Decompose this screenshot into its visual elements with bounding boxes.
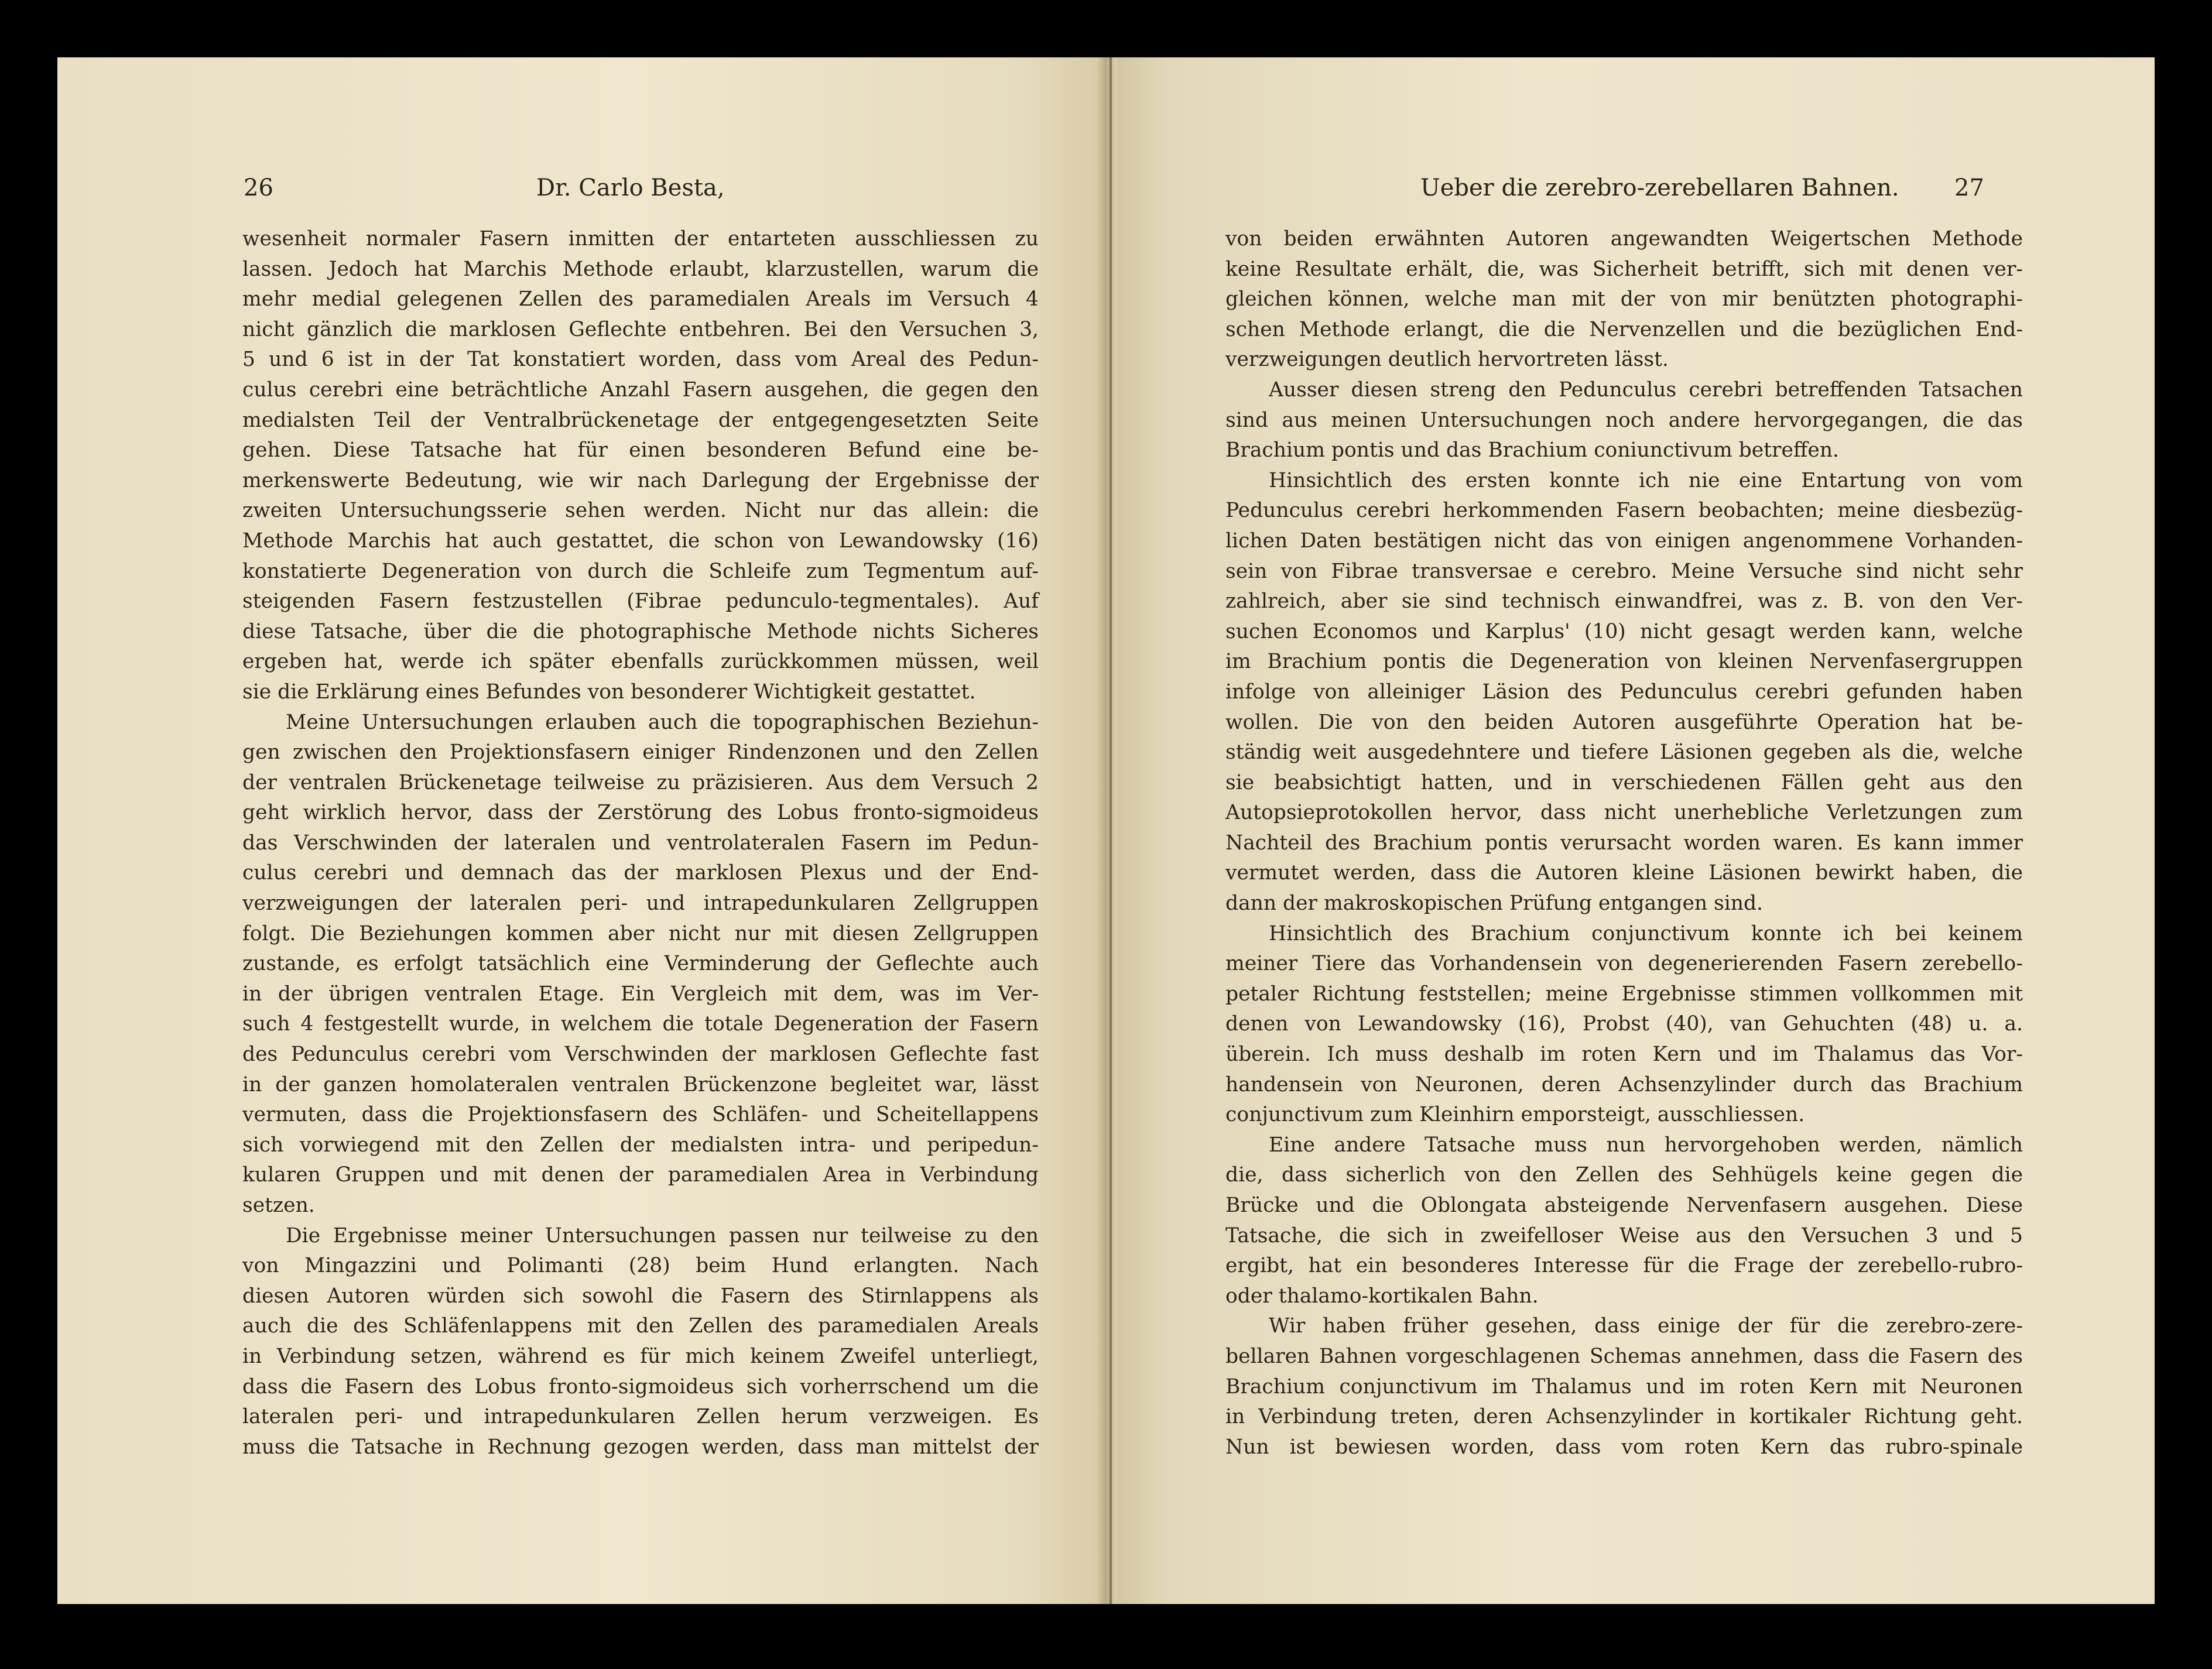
- text-line: verzweigungen deutlich hervortreten lässt.: [1225, 348, 1669, 372]
- text-line: wollen. Die von den beiden Autoren ausgeführte Operation hat be-: [1225, 710, 2023, 734]
- text-line: in Verbindung setzen, während es für mich keinem Zweifel unterliegt,: [242, 1344, 1039, 1368]
- text-line: Nachteil des Brachium pontis verursacht worden waren. Es kann immer: [1225, 831, 2023, 855]
- text-line: handensein von Neuronen, deren Achsenzylinder durch das Brachium: [1225, 1072, 2023, 1096]
- text-line: lichen Daten bestätigen nicht das von einigen angenommene Vorhanden-: [1225, 529, 2023, 553]
- text-line: wesenheit normaler Fasern inmitten der entarteten ausschliessen zu: [242, 227, 1039, 251]
- text-line: Pedunculus cerebri herkommenden Fasern beobachten; meine diesbezüg-: [1225, 499, 2023, 523]
- text-line: sie die Erklärung eines Befundes von besonderer Wichtigkeit gestattet.: [242, 680, 976, 704]
- text-line: Brücke und die Oblongata absteigende Nervenfasern ausgehen. Diese: [1225, 1194, 2023, 1217]
- text-line: folgt. Die Beziehungen kommen aber nicht nur mit diesen Zellgruppen: [242, 921, 1039, 945]
- text-line: Methode Marchis hat auch gestattet, die schon von Lewandowsky (16): [242, 529, 1039, 553]
- text-line: in der ganzen homolateralen ventralen Brückenzone begleitet war, lässt: [242, 1072, 1039, 1096]
- text-line: zustande, es erfolgt tatsächlich eine Verminderung der Geflechte auch: [242, 952, 1039, 976]
- text-line: ständig weit ausgedehntere und tiefere Läsionen gegeben als die, welche: [1225, 741, 2023, 765]
- text-line: zahlreich, aber sie sind technisch einwandfrei, was z. B. von den Ver-: [1225, 590, 2023, 614]
- text-line: keine Resultate erhält, die, was Sicherheit betrifft, sich mit denen ver-: [1225, 257, 2023, 281]
- text-line: ergeben hat, werde ich später ebenfalls zurückkommen müssen, weil: [242, 650, 1039, 674]
- text-line: Brachium conjunctivum im Thalamus und im roten Kern mit Neuronen: [1225, 1375, 2023, 1399]
- text-line: ergibt, hat ein besonderes Interesse für die Frage der zerebello-rubro-: [1225, 1254, 2023, 1278]
- text-line: sein von Fibrae transversae e cerebro. Meine Versuche sind nicht sehr: [1225, 559, 2023, 583]
- right-running-head: Ueber die zerebro-zerebellaren Bahnen.: [1420, 174, 1899, 201]
- text-line: gen zwischen den Projektionsfasern einiger Rindenzonen und den Zellen: [242, 741, 1039, 765]
- text-line: bellaren Bahnen vorgeschlagenen Schemas annehmen, dass die Fasern des: [1225, 1344, 2023, 1368]
- text-line: schen Methode erlangt, die die Nervenzellen und die bezüglichen End-: [1225, 317, 2023, 341]
- text-line: conjunctivum zum Kleinhirn emporsteigt, ausschliessen.: [1225, 1103, 1805, 1127]
- text-line: diese Tatsache, über die die photographische Methode nichts Sicheres: [242, 619, 1039, 643]
- text-line: culus cerebri und demnach das der marklosen Plexus und der End-: [242, 861, 1039, 885]
- text-line: in der übrigen ventralen Etage. Ein Vergleich mit dem, was im Ver-: [242, 982, 1039, 1006]
- text-line: von beiden erwähnten Autoren angewandten Weigertschen Methode: [1225, 227, 2023, 251]
- text-line: medialsten Teil der Ventralbrückenetage der entgegengesetzten Seite: [242, 408, 1039, 432]
- text-line: in Verbindung treten, deren Achsenzylinder in kortikaler Richtung geht.: [1225, 1405, 2023, 1429]
- text-line: Meine Untersuchungen erlauben auch die topographischen Beziehun-: [286, 710, 1039, 734]
- text-line: culus cerebri eine beträchtliche Anzahl Fasern ausgehen, die gegen den: [242, 378, 1039, 402]
- text-line: oder thalamo-kortikalen Bahn.: [1225, 1284, 1539, 1308]
- text-line: suchen Economos und Karplus' (10) nicht gesagt werden kann, welche: [1225, 619, 2023, 643]
- text-line: auch die des Schläfenlappens mit den Zellen des paramedialen Areals: [242, 1314, 1039, 1338]
- text-line: überein. Ich muss deshalb im roten Kern und im Thalamus das Vor-: [1225, 1043, 2023, 1067]
- text-line: zweiten Untersuchungsserie sehen werden. Nicht nur das allein: die: [242, 499, 1039, 523]
- left-body-text: [242, 224, 1039, 1462]
- text-line: geht wirklich hervor, dass der Zerstörung des Lobus fronto-sigmoideus: [242, 801, 1039, 825]
- text-line: verzweigungen der lateralen peri- und intrapedunkularen Zellgruppen: [242, 892, 1039, 916]
- text-line: mehr medial gelegenen Zellen des paramedialen Areals im Versuch 4: [242, 287, 1039, 311]
- text-line: gehen. Diese Tatsache hat für einen besonderen Befund eine be-: [242, 438, 1039, 462]
- book-gutter: [1097, 57, 1117, 1604]
- text-line: diesen Autoren würden sich sowohl die Fasern des Stirnlappens als: [242, 1284, 1039, 1308]
- text-line: dann der makroskopischen Prüfung entgangen sind.: [1225, 892, 1764, 916]
- text-line: such 4 festgestellt wurde, in welchem die totale Degeneration der Fasern: [242, 1012, 1039, 1036]
- text-line: Hinsichtlich des ersten konnte ich nie eine Entartung von vom: [1269, 468, 2023, 492]
- text-line: Tatsache, die sich in zweifelloser Weise aus den Versuchen 3 und 5: [1225, 1224, 2023, 1248]
- text-line: infolge von alleiniger Läsion des Pedunculus cerebri gefunden haben: [1225, 680, 2023, 704]
- left-page-number: 26: [244, 174, 273, 201]
- text-line: Die Ergebnisse meiner Untersuchungen passen nur teilweise zu den: [286, 1224, 1039, 1248]
- text-line: meiner Tiere das Vorhandensein von degenerierenden Fasern zerebello-: [1225, 952, 2023, 976]
- text-line: kularen Gruppen und mit denen der paramedialen Area in Verbindung: [242, 1163, 1039, 1187]
- text-line: im Brachium pontis die Degeneration von kleinen Nervenfasergruppen: [1225, 650, 2023, 674]
- text-line: lateralen peri- und intrapedunkularen Zellen herum verzweigen. Es: [242, 1405, 1039, 1429]
- text-line: Nun ist bewiesen worden, dass vom roten Kern das rubro-spinale: [1225, 1435, 2023, 1459]
- text-line: gleichen können, welche man mit der von mir benützten photographi-: [1225, 287, 2023, 311]
- text-line: merkenswerte Bedeutung, wie wir nach Darlegung der Ergebnisse der: [242, 468, 1039, 492]
- book-spread: [57, 57, 2155, 1604]
- text-line: sich vorwiegend mit den Zellen der medialsten intra- und peripedun-: [242, 1133, 1039, 1157]
- text-line: des Pedunculus cerebri vom Verschwinden der marklosen Geflechte fast: [242, 1043, 1039, 1067]
- text-line: muss die Tatsache in Rechnung gezogen werden, dass man mittelst der: [242, 1435, 1039, 1459]
- gutter-shadow-line: [1110, 57, 1112, 1604]
- text-line: steigenden Fasern festzustellen (Fibrae pedunculo-tegmentales). Auf: [242, 590, 1039, 614]
- left-running-head: Dr. Carlo Besta,: [536, 174, 725, 201]
- text-line: lassen. Jedoch hat Marchis Methode erlaubt, klarzustellen, warum die: [242, 257, 1039, 281]
- text-line: denen von Lewandowsky (16), Probst (40), van Gehuchten (48) u. a.: [1225, 1012, 2023, 1036]
- right-body-text: [1225, 224, 2023, 1462]
- text-line: Autopsieprotokollen hervor, dass nicht unerhebliche Verletzungen zum: [1225, 801, 2023, 825]
- text-line: Ausser diesen streng den Pedunculus cerebri betreffenden Tatsachen: [1269, 378, 2023, 402]
- text-line: sie beabsichtigt hatten, und in verschiedenen Fällen geht aus den: [1225, 770, 2023, 794]
- text-line: vermutet werden, dass die Autoren kleine Läsionen bewirkt haben, die: [1225, 861, 2023, 885]
- text-line: sind aus meinen Untersuchungen noch andere hervorgegangen, die das: [1225, 408, 2023, 432]
- text-line: Brachium pontis und das Brachium coniunctivum betreffen.: [1225, 438, 1840, 462]
- text-line: Wir haben früher gesehen, dass einige der für die zerebro-zere-: [1269, 1314, 2023, 1338]
- text-line: die, dass sicherlich von den Zellen des Sehhügels keine gegen die: [1225, 1163, 2023, 1187]
- text-line: von Mingazzini und Polimanti (28) beim Hund erlangten. Nach: [242, 1254, 1039, 1278]
- text-line: Eine andere Tatsache muss nun hervorgehoben werden, nämlich: [1269, 1133, 2023, 1157]
- text-line: dass die Fasern des Lobus fronto-sigmoideus sich vorherrschend um die: [242, 1375, 1039, 1399]
- text-line: konstatierte Degeneration von durch die Schleife zum Tegmentum auf-: [242, 559, 1039, 583]
- text-line: petaler Richtung feststellen; meine Ergebnisse stimmen vollkommen mit: [1225, 982, 2023, 1006]
- right-page-number: 27: [1954, 174, 1984, 201]
- text-line: der ventralen Brückenetage teilweise zu präzisieren. Aus dem Versuch 2: [242, 770, 1039, 794]
- text-line: Hinsichtlich des Brachium conjunctivum konnte ich bei keinem: [1269, 921, 2023, 945]
- text-line: vermuten, dass die Projektionsfasern des Schläfen- und Scheitellappens: [242, 1103, 1039, 1127]
- text-line: nicht gänzlich die marklosen Geflechte entbehren. Bei den Versuchen 3,: [242, 317, 1039, 341]
- text-line: 5 und 6 ist in der Tat konstatiert worden, dass vom Areal des Pedun-: [242, 348, 1039, 372]
- text-line: setzen.: [242, 1194, 315, 1217]
- text-line: das Verschwinden der lateralen und ventrolateralen Fasern im Pedun-: [242, 831, 1039, 855]
